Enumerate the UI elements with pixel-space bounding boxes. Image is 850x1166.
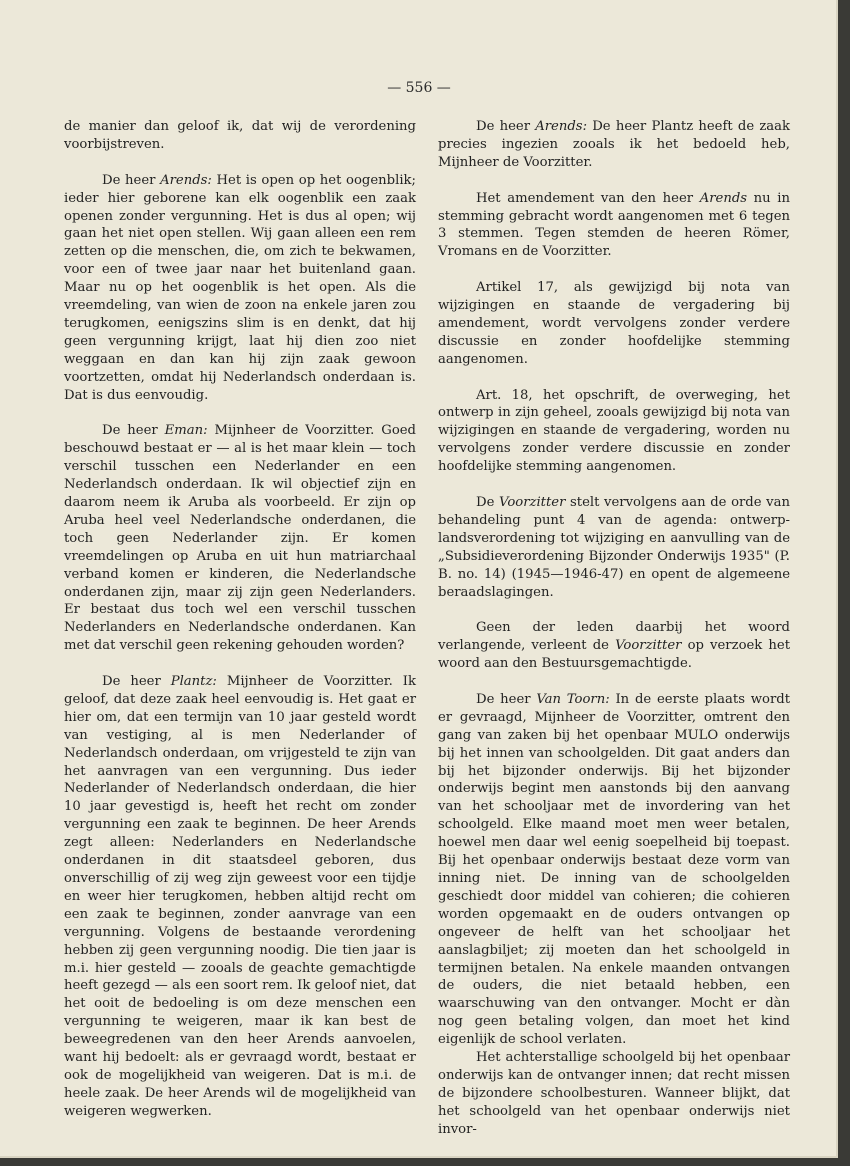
paragraph-arends: De heer Arends: Het is open op het oogenblik; ieder hier geborene kan elk oogenblik een zaak openen zonder vergunning. Het is dus al open; wij gaan het niet open stellen. Wij gaan alleen een rem zetten op die menschen, die, om zich te bekwamen, voor een of twee jaar naar het buitenland gaan. Maar nu op het oogenblik is het open. Als die vreemdeling, van wien de zoon na enkele jaren zou terugkomen, eenigszins slim is en denkt, dat hij geen vergunning krijgt, laat hij dien zoo niet weggaan en dan kan hij zijn zaak gewoon voortzetten, omdat hij Nederlandsch onderdaan is. Dat is dus eenvoudig. [64, 172, 416, 403]
speaker-name: Arends [699, 190, 748, 206]
paragraph-amendment-vote: Het amendement van den heer Arends nu in stemming gebracht wordt aangenomen met 6 tegen 3 stemmen. Tegen stemden de heeren Römer, Vromans en de Voorzitter. [438, 190, 790, 260]
speaker-name: Arends: [535, 119, 588, 134]
paragraph-floor: Geen der leden daarbij het woord verlangende, verleent de Voorzitter op verzoek het woord aan den Bestuursgemachtigde. [438, 620, 791, 672]
paragraph-arends-reply: De heer Arends: De heer Plantz heeft de zaak precies ingezien zooals ik het bedoeld heb, Mijnheer de Voorzitter. [438, 119, 791, 170]
speaker-name: Eman: [164, 423, 208, 439]
speaker-name: Voorzitter [615, 638, 682, 654]
right-column [438, 118, 790, 1139]
speaker-name: Van Toorn: [536, 691, 610, 707]
paragraph-article-18: Art. 18, het opschrift, de overweging, het ontwerp in zijn geheel, zooals gewijzigd bij nota van wijzigingen en staande de vergadering, worden nu vervolgens zonder verdere discussie en zonder hoofdelijke stemming aangenomen. [438, 387, 790, 475]
paragraph-van-toorn: De heer Van Toorn: In de eerste plaats wordt er gevraagd, Mijnheer de Voorzitter, omtrent den gang van zaken bij het openbaar MULO onderwijs bij het innen van schoolgelden. Dit gaat anders dan bij het bijzonder onderwijs. Bij het bijzonder onderwijs begint men aanstonds bij den aanvang van het schooljaar met de invordering van het schoolgeld. Elke maand moet men weer betalen, hoewel men daar wel eenig soepelheid bij toepast. Bij het openbaar onderwijs bestaat deze vorm van inning niet. De inning van de schoolgelden geschiedt door middel van cohieren; die cohieren worden opgemaakt en de ouders ontvangen op ongeveer de helft van het schooljaar het aanslagbiljet; zij moeten dan het schoolgeld in termijnen betalen. Na enkele maanden ontvangen de ouders, die niet betaald hebben, een waarschuwing van den ontvanger. Mocht er dàn nog geen betaling volgen, dan moet het kind eigenlijk de school verlaten. [438, 691, 791, 1048]
paragraph: de manier dan geloof ik, dat wij de verordening voorbijstreven. [64, 119, 416, 152]
paragraph-eman: De heer Eman: Mijnheer de Voorzitter. Goed beschouwd bestaat er — al is het maar klein — toch verschil tusschen een Nederlander en een Nederlandsch onderdaan. Ik wil objectief zijn en daarom neem ik Aruba als voorbeeld. Er zijn op Aruba heel veel Nederlandsche onderdanen, die toch geen Nederlander zijn. Er komen vreemdelingen op Aruba en uit hun matriarchaal verband komen er kinderen, die Nederlandsche onderdanen zijn, maar zij zijn geen Nederlanders. Er bestaat dus toch wel een verschil tusschen Nederlanders en Nederlandsche onderdanen. Kan met dat verschil geen rekening gehouden worden? [64, 423, 417, 654]
paragraph-arrears: Het achterstallige schoolgeld bij het openbaar onderwijs kan de ontvanger innen; dat recht missen de bijzondere schoolbesturen. Wanneer blijkt, dat het schoolgeld van het openbaar onderwijs niet invor- [438, 1050, 790, 1137]
paragraph-article-17: Artikel 17, als gewijzigd bij nota van wijzigingen en staande de vergadering bij amendement, wordt vervolgens zonder verdere discussie en zonder hoofdelijke stemming aangenomen. [438, 280, 790, 367]
paragraph-agenda: De Voorzitter stelt vervolgens aan de orde van behandeling punt 4 van de agenda: ontwerp-landsverordening tot wijziging en aanvulling van de „Subsidieverordening Bijzonder Onderwijs 1935" (P. B. no. 14) (1945—1946-47) en opent de algemeene beraadslagingen. [438, 494, 790, 600]
speaker-name: Arends: [160, 172, 212, 188]
left-column [64, 118, 416, 1121]
paragraph-plantz: De heer Plantz: Mijnheer de Voorzitter. Ik geloof, dat deze zaak heel eenvoudig is. Het gaat er hier om, dat een termijn van 10 jaar gesteld wordt van vestiging, al is men Nederlander of Nederlandsch onderdaan, om vrijgesteld te zijn van het aanvragen van een vergunning. Dus ieder Nederlander of Nederlandsch onderdaan, die hier 10 jaar gevestigd is, heeft het recht om zonder vergunning een zaak te beginnen. De heer Arends zegt alleen: Nederlanders en Nederlandsche onderdanen in dit staatsdeel geboren, dus onverschillig of zij weg zijn geweest voor een tijdje en weer hier terugkomen, hebben altijd recht om een zaak te beginnen, zonder aanvrage van een vergunning. Volgens de bestaande verordening hebben zij geen vergunning noodig. Die tien jaar is m.i. hier gesteld — zooals de geachte gemachtigde heeft gezegd — als een soort rem. Ik geloof niet, dat het ooit de bedoeling is om deze menschen een vergunning te weigeren, maar ik kan best de beweegredenen van den heer Arends aanvoelen, want hij bedoelt: als er gevraagd wordt, bestaat er ook de mogelijkheid van weigeren. Dat is m.i. de heele zaak. De heer Arends wil de mogelijkheid van weigeren wegwerken. [64, 674, 416, 1119]
speaker-name: Voorzitter [499, 494, 566, 510]
speaker-name: Plantz: [170, 674, 217, 690]
page-number: — 556 — [387, 80, 451, 96]
